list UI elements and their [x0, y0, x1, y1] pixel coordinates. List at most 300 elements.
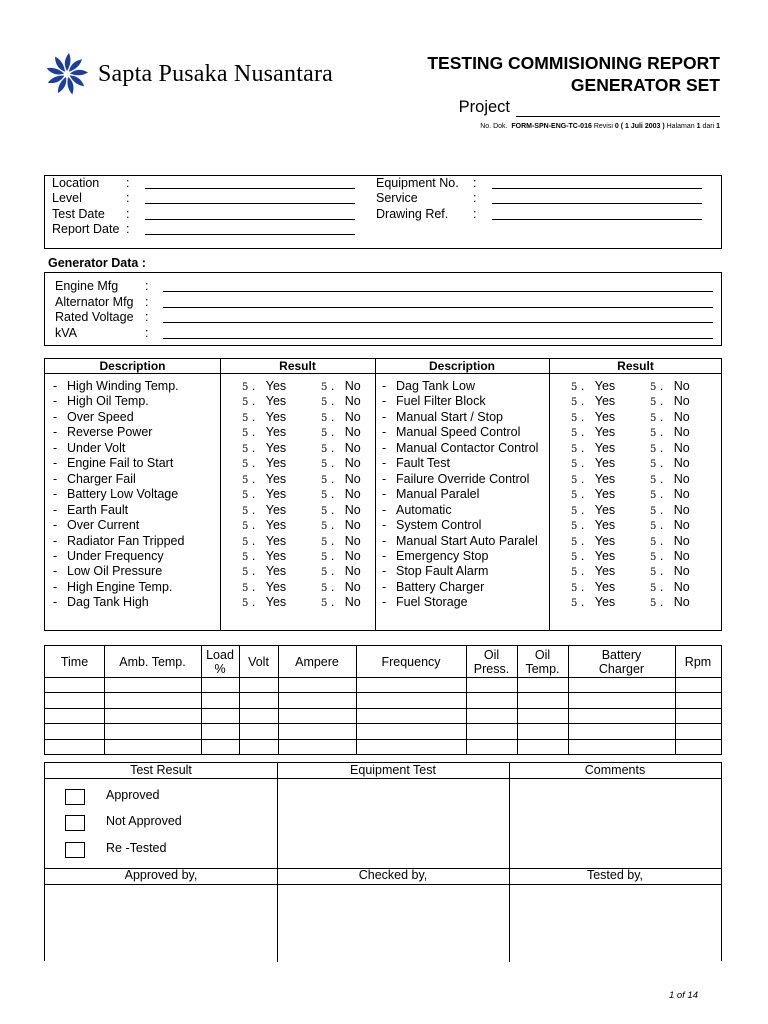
engine-mfg-field[interactable] — [163, 291, 713, 292]
right-check-item: Manual Start / Stop — [396, 409, 504, 424]
no-label: No — [344, 579, 361, 594]
right-check-item: Manual Start Auto Paralel — [396, 533, 538, 548]
yes-label: Yes — [265, 518, 287, 533]
doc-revisi: 0 — [614, 123, 619, 130]
list-bullet: - — [382, 425, 387, 440]
approved-checkbox[interactable] — [65, 789, 85, 805]
readings-header-cell: Frequency — [381, 654, 441, 669]
left-no-option[interactable]: 5 . No — [321, 564, 361, 579]
right-no-option[interactable]: 5 . No — [650, 564, 690, 579]
info-row-service: Service : — [376, 191, 418, 206]
checked-by-header: Checked by, — [358, 868, 428, 882]
right-check-item: Stop Fault Alarm — [396, 564, 489, 579]
left-check-item: Radiator Fan Tripped — [67, 533, 185, 548]
checkbox-mark-icon: 5 — [321, 382, 328, 393]
checkbox-mark-icon: 5 — [650, 428, 657, 440]
gen-row-alternator-mfg: Alternator Mfg : — [55, 295, 134, 310]
report-date-field[interactable] — [145, 234, 355, 235]
yes-label: Yes — [265, 456, 287, 471]
checkbox-mark-icon: 5 — [571, 382, 578, 393]
left-no-option[interactable]: 5 . No — [321, 471, 361, 486]
checkbox-mark-icon: 5 — [650, 459, 657, 471]
right-no-option[interactable]: 5 . No — [650, 425, 690, 440]
left-yes-option[interactable]: 5 . Yes — [242, 548, 287, 563]
checkbox-mark-icon: 5 — [650, 382, 657, 393]
checkbox-mark-icon: 5 — [321, 443, 328, 455]
yes-label: Yes — [265, 487, 287, 502]
no-label: No — [344, 564, 361, 579]
yes-label: Yes — [594, 518, 616, 533]
left-yes-option[interactable]: 5 . Yes — [242, 502, 287, 517]
no-label: No — [673, 456, 690, 471]
right-check-item: Battery Charger — [396, 579, 485, 594]
checkbox-mark-icon: 5 — [650, 536, 657, 548]
checkbox-mark-icon: 5 — [650, 505, 657, 517]
left-yes-option[interactable]: 5 . Yes — [242, 440, 287, 455]
no-label: No — [673, 440, 690, 455]
test-result-header: Test Result — [130, 763, 192, 777]
no-label: No — [673, 425, 690, 440]
checkbox-mark-icon: 5 — [321, 397, 328, 409]
left-check-item: Under Volt — [67, 440, 126, 455]
readings-header-cell: Oil Press. — [473, 647, 510, 676]
left-yes-option[interactable]: 5 . Yes — [242, 471, 287, 486]
checkbox-mark-icon: 5 — [650, 490, 657, 502]
checkbox-mark-icon: 5 — [650, 521, 657, 533]
right-yes-option[interactable]: 5 . Yes — [571, 394, 616, 409]
checkbox-mark-icon: 5 — [321, 505, 328, 517]
checkbox-mark-icon: 5 — [650, 567, 657, 579]
checklist-header-description-right: Description — [375, 359, 549, 374]
checkbox-mark-icon: 5 — [571, 521, 578, 533]
no-label: No — [673, 471, 690, 486]
project-label: Project — [458, 98, 510, 116]
test-date-label: Test Date — [52, 207, 105, 221]
list-bullet: - — [382, 440, 387, 455]
right-yes-option[interactable]: 5 . Yes — [571, 533, 616, 548]
no-label: No — [344, 409, 361, 424]
right-no-option[interactable]: 5 . No — [650, 487, 690, 502]
document-number — [480, 123, 720, 130]
left-check-item: Battery Low Voltage — [67, 487, 179, 502]
right-check-item: Manual Speed Control — [396, 425, 521, 440]
checkbox-mark-icon: 5 — [571, 536, 578, 548]
info-row-level: Level : — [52, 191, 82, 206]
yes-label: Yes — [594, 456, 616, 471]
right-yes-option[interactable]: 5 . Yes — [571, 518, 616, 533]
left-yes-option[interactable]: 5 . Yes — [242, 518, 287, 533]
results-divider — [45, 778, 721, 779]
info-section — [44, 175, 722, 249]
list-bullet: - — [53, 394, 58, 409]
left-yes-option[interactable]: 5 . Yes — [242, 456, 287, 471]
doc-code: FORM-SPN-ENG-TC-016 — [511, 123, 592, 130]
right-yes-option[interactable]: 5 . Yes — [571, 502, 616, 517]
yes-label: Yes — [265, 471, 287, 486]
checkbox-mark-icon: 5 — [242, 505, 249, 517]
left-no-option[interactable]: 5 . No — [321, 548, 361, 563]
no-label: No — [344, 518, 361, 533]
no-label: No — [673, 487, 690, 502]
checkbox-mark-icon: 5 — [650, 412, 657, 424]
results-divider — [509, 763, 510, 962]
doc-dari: 1 — [716, 123, 720, 130]
checkbox-mark-icon: 5 — [321, 521, 328, 533]
left-yes-option[interactable]: 5 . Yes — [242, 533, 287, 548]
no-label: No — [673, 564, 690, 579]
checkbox-mark-icon: 5 — [242, 536, 249, 548]
generator-data-title: Generator Data : — [48, 256, 146, 270]
checkbox-mark-icon: 5 — [321, 412, 328, 424]
right-yes-option[interactable]: 5 . Yes — [571, 456, 616, 471]
comments-header: Comments — [584, 763, 646, 777]
no-label: No — [344, 595, 361, 610]
rated-voltage-field[interactable] — [163, 322, 713, 323]
checkbox-mark-icon: 5 — [571, 474, 578, 486]
yes-label: Yes — [594, 595, 616, 610]
list-bullet: - — [382, 409, 387, 424]
no-label: No — [673, 579, 690, 594]
right-no-option[interactable]: 5 . No — [650, 502, 690, 517]
left-yes-option[interactable]: 5 . Yes — [242, 425, 287, 440]
no-label: No — [673, 533, 690, 548]
left-check-item: High Oil Temp. — [67, 394, 149, 409]
right-no-option[interactable]: 5 . No — [650, 595, 690, 610]
engine-mfg-label: Engine Mfg — [55, 279, 119, 293]
checkbox-mark-icon: 5 — [571, 567, 578, 579]
yes-label: Yes — [594, 440, 616, 455]
yes-label: Yes — [265, 425, 287, 440]
list-bullet: - — [382, 564, 387, 579]
left-no-option[interactable]: 5 . No — [321, 502, 361, 517]
checkbox-mark-icon: 5 — [650, 474, 657, 486]
left-check-item: Earth Fault — [67, 502, 129, 517]
left-yes-option[interactable]: 5 . Yes — [242, 409, 287, 424]
doc-prefix: No. Dok. — [480, 123, 508, 130]
company-logo — [44, 50, 333, 98]
right-check-item: Fuel Filter Block — [396, 394, 486, 409]
yes-label: Yes — [594, 579, 616, 594]
list-bullet: - — [53, 518, 58, 533]
list-bullet: - — [382, 533, 387, 548]
right-no-option[interactable]: 5 . No — [650, 456, 690, 471]
tested-by-header: Tested by, — [586, 868, 644, 882]
right-yes-option[interactable]: 5 . Yes — [571, 548, 616, 563]
alternator-mfg-field[interactable] — [163, 307, 713, 308]
checkbox-mark-icon: 5 — [571, 397, 578, 409]
checkbox-mark-icon: 5 — [242, 397, 249, 409]
checkbox-mark-icon: 5 — [242, 521, 249, 533]
no-label: No — [344, 471, 361, 486]
checkbox-mark-icon: 5 — [242, 598, 249, 610]
list-bullet: - — [382, 548, 387, 563]
doc-halaman-label: Halaman — [666, 123, 695, 130]
list-bullet: - — [382, 394, 387, 409]
checkbox-mark-icon: 5 — [321, 598, 328, 610]
generator-data-section — [44, 272, 722, 346]
yes-label: Yes — [594, 379, 616, 393]
alternator-mfg-label: Alternator Mfg — [55, 295, 134, 309]
list-bullet: - — [382, 471, 387, 486]
checkbox-mark-icon: 5 — [650, 397, 657, 409]
left-yes-option[interactable]: 5 . Yes — [242, 394, 287, 409]
approved-label: Approved — [106, 788, 160, 802]
right-no-option[interactable]: 5 . No — [650, 394, 690, 409]
level-label: Level — [52, 191, 82, 205]
right-yes-option[interactable]: 5 . Yes — [571, 595, 616, 610]
list-bullet: - — [382, 579, 387, 594]
checklist-header-result-right: Result — [549, 359, 722, 374]
yes-label: Yes — [265, 533, 287, 548]
re-tested-checkbox[interactable] — [65, 842, 85, 858]
list-bullet: - — [53, 595, 58, 610]
right-no-option[interactable]: 5 . No — [650, 533, 690, 548]
yes-label: Yes — [265, 502, 287, 517]
no-label: No — [344, 456, 361, 471]
gen-row-kva: kVA : — [55, 326, 77, 341]
rated-voltage-label: Rated Voltage — [55, 310, 134, 324]
test-date-field[interactable] — [145, 219, 355, 220]
info-row-drawing-ref: Drawing Ref. : — [376, 207, 448, 222]
table-row[interactable] — [45, 740, 721, 754]
list-bullet: - — [53, 379, 58, 393]
not-approved-checkbox[interactable] — [65, 815, 85, 831]
yes-label: Yes — [265, 379, 287, 393]
left-yes-option[interactable]: 5 . Yes — [242, 564, 287, 579]
right-no-option[interactable]: 5 . No — [650, 518, 690, 533]
left-no-option[interactable]: 5 . No — [321, 379, 361, 393]
info-row-location: Location : — [52, 176, 99, 191]
service-field[interactable] — [492, 203, 702, 204]
list-bullet: - — [382, 379, 387, 393]
left-yes-option[interactable]: 5 . Yes — [242, 579, 287, 594]
right-check-item: Emergency Stop — [396, 548, 489, 563]
no-label: No — [673, 409, 690, 424]
readings-table — [44, 645, 722, 755]
left-check-item: Under Frequency — [67, 548, 164, 563]
readings-header-cell: Time — [60, 654, 89, 669]
left-yes-option[interactable]: 5 . Yes — [242, 487, 287, 502]
right-yes-option[interactable]: 5 . Yes — [571, 379, 616, 393]
readings-header-cell: Amb. Temp. — [119, 654, 186, 669]
right-no-option[interactable]: 5 . No — [650, 471, 690, 486]
readings-header-cell: Oil Temp. — [525, 647, 560, 676]
no-label: No — [344, 487, 361, 502]
right-yes-option[interactable]: 5 . Yes — [571, 409, 616, 424]
right-check-item: System Control — [396, 518, 482, 533]
checkbox-mark-icon: 5 — [571, 490, 578, 502]
left-yes-option[interactable]: 5 . Yes — [242, 595, 287, 610]
left-check-item: High Winding Temp. — [67, 379, 179, 393]
report-title-line1: TESTING COMMISIONING REPORT — [427, 53, 720, 73]
list-bullet: - — [382, 595, 387, 610]
checkbox-mark-icon: 5 — [571, 551, 578, 563]
left-no-option[interactable]: 5 . No — [321, 487, 361, 502]
yes-label: Yes — [594, 564, 616, 579]
right-check-item: Automatic — [396, 502, 452, 517]
no-label: No — [344, 502, 361, 517]
checkbox-mark-icon: 5 — [321, 490, 328, 502]
checkbox-mark-icon: 5 — [321, 582, 328, 594]
no-label: No — [673, 502, 690, 517]
list-bullet: - — [53, 456, 58, 471]
gen-row-rated-voltage: Rated Voltage : — [55, 310, 134, 325]
info-row-equipment-no: Equipment No. : — [376, 176, 459, 191]
checkbox-mark-icon: 5 — [242, 474, 249, 486]
checkbox-mark-icon: 5 — [571, 443, 578, 455]
yes-label: Yes — [594, 502, 616, 517]
left-check-item: High Engine Temp. — [67, 579, 173, 594]
project-field — [459, 98, 720, 117]
location-label: Location — [52, 176, 100, 190]
table-row[interactable] — [45, 709, 721, 723]
no-label: No — [673, 595, 690, 610]
level-field[interactable] — [145, 203, 355, 204]
not-approved-label: Not Approved — [106, 814, 182, 828]
yes-label: Yes — [594, 471, 616, 486]
yes-label: Yes — [265, 394, 287, 409]
right-no-option[interactable]: 5 . No — [650, 379, 690, 393]
readings-header-cell: Battery Charger — [598, 647, 645, 676]
right-yes-option[interactable]: 5 . Yes — [571, 579, 616, 594]
results-divider — [45, 884, 721, 885]
kva-field[interactable] — [163, 338, 713, 339]
list-bullet: - — [53, 425, 58, 440]
checkbox-mark-icon: 5 — [242, 567, 249, 579]
yes-label: Yes — [265, 595, 287, 610]
no-label: No — [673, 548, 690, 563]
right-no-option[interactable]: 5 . No — [650, 579, 690, 594]
doc-revisi-label: Revisi — [593, 123, 613, 130]
no-label: No — [673, 518, 690, 533]
left-no-option[interactable]: 5 . No — [321, 425, 361, 440]
checkbox-mark-icon: 5 — [242, 428, 249, 440]
checkbox-mark-icon: 5 — [321, 567, 328, 579]
list-bullet: - — [53, 579, 58, 594]
checklist-header-description-left: Description — [45, 359, 220, 374]
no-label: No — [344, 379, 361, 393]
company-name: Sapta Pusaka Nusantara — [98, 60, 334, 87]
list-bullet: - — [53, 440, 58, 455]
right-check-item: Fault Test — [396, 456, 450, 471]
left-no-option[interactable]: 5 . No — [321, 518, 361, 533]
checkbox-mark-icon: 5 — [571, 582, 578, 594]
left-check-item: Over Current — [67, 518, 140, 533]
checkbox-mark-icon: 5 — [242, 490, 249, 502]
left-check-item: Reverse Power — [67, 425, 153, 440]
project-line[interactable] — [516, 101, 720, 117]
checklist-divider — [375, 359, 376, 630]
right-no-option[interactable]: 5 . No — [650, 440, 690, 455]
service-label: Service — [376, 191, 418, 205]
checkbox-mark-icon: 5 — [650, 443, 657, 455]
doc-dari-label: dari — [702, 123, 715, 130]
right-yes-option[interactable]: 5 . Yes — [571, 425, 616, 440]
checkbox-mark-icon: 5 — [571, 505, 578, 517]
checklist-divider — [220, 359, 221, 630]
checkbox-mark-icon: 5 — [571, 412, 578, 424]
doc-halaman: 1 — [696, 123, 701, 130]
table-row[interactable] — [45, 724, 721, 738]
drawing-ref-label: Drawing Ref. — [376, 207, 449, 221]
no-label: No — [673, 394, 690, 409]
left-no-option[interactable]: 5 . No — [321, 456, 361, 471]
yes-label: Yes — [594, 548, 616, 563]
table-row[interactable] — [45, 678, 721, 692]
left-no-option[interactable]: 5 . No — [321, 440, 361, 455]
checkbox-mark-icon: 5 — [242, 582, 249, 594]
gen-row-engine-mfg: Engine Mfg : — [55, 279, 118, 294]
table-row[interactable] — [45, 693, 721, 707]
checkbox-mark-icon: 5 — [242, 443, 249, 455]
right-no-option[interactable]: 5 . No — [650, 409, 690, 424]
left-no-option[interactable]: 5 . No — [321, 533, 361, 548]
location-field[interactable] — [145, 188, 355, 189]
doc-date: ( 1 Juli 2003 ) — [620, 123, 665, 130]
checklist-header-result-left: Result — [220, 359, 375, 374]
list-bullet: - — [53, 487, 58, 502]
left-check-item: Dag Tank High — [67, 595, 149, 610]
yes-label: Yes — [265, 440, 287, 455]
left-yes-option[interactable]: 5 . Yes — [242, 379, 287, 393]
checkbox-mark-icon: 5 — [242, 551, 249, 563]
left-check-item: Charger Fail — [67, 471, 136, 486]
list-bullet: - — [382, 487, 387, 502]
right-check-item: Manual Contactor Control — [396, 440, 539, 455]
right-yes-option[interactable]: 5 . Yes — [571, 440, 616, 455]
checkbox-mark-icon: 5 — [571, 428, 578, 440]
left-no-option[interactable]: 5 . No — [321, 394, 361, 409]
no-label: No — [344, 533, 361, 548]
readings-header-cell: Volt — [248, 654, 269, 669]
checklist-table — [44, 358, 722, 631]
right-yes-option[interactable]: 5 . Yes — [571, 471, 616, 486]
left-no-option[interactable]: 5 . No — [321, 579, 361, 594]
yes-label: Yes — [594, 425, 616, 440]
checkbox-mark-icon: 5 — [321, 459, 328, 471]
drawing-ref-field[interactable] — [492, 219, 702, 220]
report-title-line2: GENERATOR SET — [570, 75, 720, 95]
equipment-no-field[interactable] — [492, 188, 702, 189]
checkbox-mark-icon: 5 — [321, 551, 328, 563]
no-label: No — [673, 379, 690, 393]
list-bullet: - — [382, 518, 387, 533]
yes-label: Yes — [265, 409, 287, 424]
no-label: No — [344, 440, 361, 455]
right-yes-option[interactable]: 5 . Yes — [571, 487, 616, 502]
kva-label: kVA — [55, 326, 77, 340]
right-check-item: Dag Tank Low — [396, 379, 475, 393]
right-no-option[interactable]: 5 . No — [650, 548, 690, 563]
checkbox-mark-icon: 5 — [571, 459, 578, 471]
left-no-option[interactable]: 5 . No — [321, 595, 361, 610]
yes-label: Yes — [265, 564, 287, 579]
yes-label: Yes — [265, 548, 287, 563]
right-yes-option[interactable]: 5 . Yes — [571, 564, 616, 579]
no-label: No — [344, 425, 361, 440]
left-no-option[interactable]: 5 . No — [321, 409, 361, 424]
left-check-item: Over Speed — [67, 409, 134, 424]
list-bullet: - — [53, 548, 58, 563]
right-check-item: Manual Paralel — [396, 487, 480, 502]
left-check-item: Engine Fail to Start — [67, 456, 174, 471]
equipment-test-header: Equipment Test — [350, 763, 436, 777]
yes-label: Yes — [265, 579, 287, 594]
checkbox-mark-icon: 5 — [321, 428, 328, 440]
results-divider — [277, 763, 278, 962]
yes-label: Yes — [594, 533, 616, 548]
left-check-item: Low Oil Pressure — [67, 564, 163, 579]
